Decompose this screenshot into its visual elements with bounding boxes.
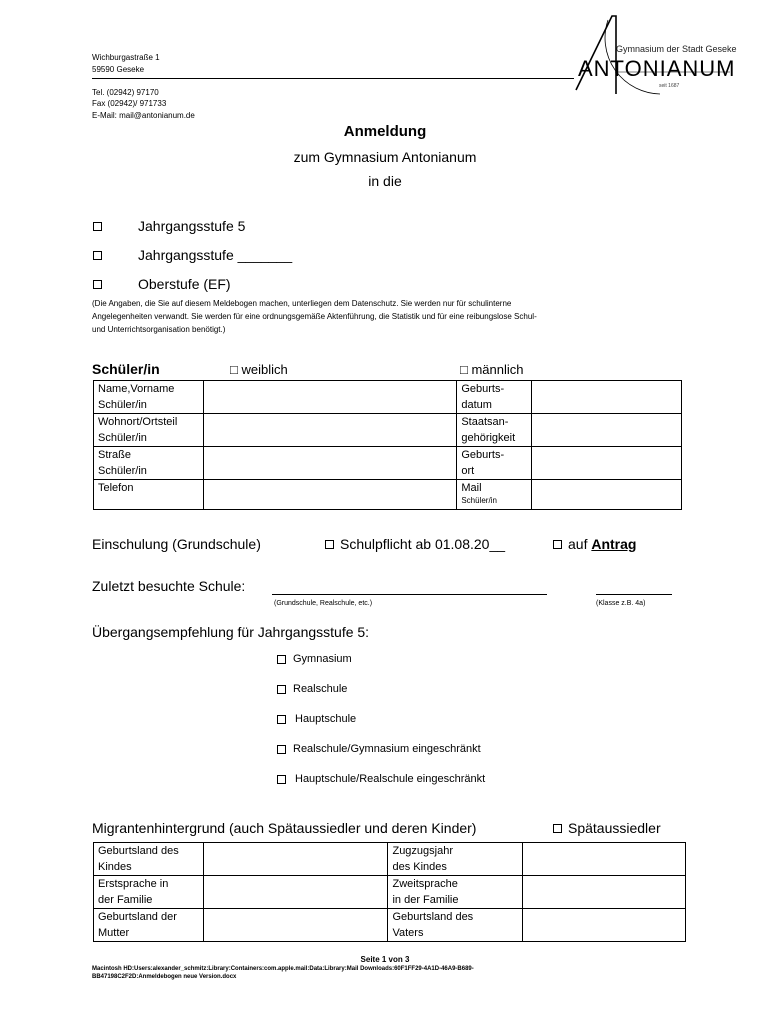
label-cell: Zugzugsjahr des Kindes <box>388 843 523 876</box>
grade-other-checkbox[interactable] <box>93 251 102 260</box>
migration-table <box>93 842 686 942</box>
table-row <box>94 909 686 942</box>
sender-city: 59590 Geseke <box>92 65 145 74</box>
birthdate-input-cell[interactable] <box>532 381 682 414</box>
oberstufe-label: Oberstufe (EF) <box>138 276 231 292</box>
antrag-checkbox[interactable] <box>553 540 562 549</box>
haupt-real-label: Hauptschule/Realschule eingeschränkt <box>295 773 486 785</box>
birth-country-input-cell[interactable] <box>203 843 388 876</box>
sender-email: E-Mail: mail@antonianum.de <box>92 111 195 120</box>
label-cell: Name,Vorname Schüler/in <box>94 381 204 414</box>
table-row <box>94 480 682 510</box>
gymnasium-label: Gymnasium <box>293 653 352 665</box>
schulpflicht-label: Schulpflicht ab 01.08.20__ <box>340 536 506 552</box>
real-gym-checkbox[interactable] <box>277 745 286 754</box>
label-cell: Geburtsland des Kindes <box>94 843 204 876</box>
label-cell: Geburts- datum <box>457 381 532 414</box>
label-cell: Wohnort/Ortsteil Schüler/in <box>94 414 204 447</box>
label-cell: Erstsprache in der Familie <box>94 876 204 909</box>
move-year-input-cell[interactable] <box>523 843 686 876</box>
label-cell: Straße Schüler/in <box>94 447 204 480</box>
form-title: Anmeldung <box>343 123 427 140</box>
realschule-label: Realschule <box>293 683 348 695</box>
female-option[interactable]: □ weiblich <box>230 362 288 377</box>
recommendation-heading: Übergangsempfehlung für Jahrgangsstufe 5: <box>92 624 370 640</box>
table-row <box>94 381 682 414</box>
label-cell: Mail Schüler/in <box>457 480 532 510</box>
label-cell: Geburtsland der Mutter <box>94 909 204 942</box>
privacy-note <box>92 297 537 336</box>
residence-input-cell[interactable] <box>203 414 456 447</box>
enrollment-label: Einschulung (Grundschule) <box>92 536 261 552</box>
hauptschule-label: Hauptschule <box>295 713 357 725</box>
sender-street: Wichburgastraße 1 <box>92 53 160 62</box>
mail-input-cell[interactable] <box>532 480 682 510</box>
header-rule <box>92 78 574 79</box>
antrag-label: auf Antrag <box>568 536 637 552</box>
grade-other-label: Jahrgangsstufe _______ <box>138 247 293 263</box>
second-language-input-cell[interactable] <box>523 876 686 909</box>
class-input[interactable] <box>596 594 672 595</box>
schulpflicht-checkbox[interactable] <box>325 540 334 549</box>
nationality-input-cell[interactable] <box>532 414 682 447</box>
oberstufe-checkbox[interactable] <box>93 280 102 289</box>
mother-country-input-cell[interactable] <box>203 909 388 942</box>
label-cell: Zweitsprache in der Familie <box>388 876 523 909</box>
birthplace-input-cell[interactable] <box>532 447 682 480</box>
table-row <box>94 447 682 480</box>
male-option[interactable]: □ männlich <box>460 362 524 377</box>
student-heading: Schüler/in <box>92 361 160 377</box>
gymnasium-checkbox[interactable] <box>277 655 286 664</box>
first-language-input-cell[interactable] <box>203 876 388 909</box>
privacy-line: (Die Angaben, die Sie auf diesem Meldebogen machen, unterliegen dem Datenschutz. Sie werden nur für schulinterne <box>92 299 512 308</box>
name-input-cell[interactable] <box>203 381 456 414</box>
phone-input-cell[interactable] <box>203 480 456 510</box>
migration-heading: Migrantenhintergrund (auch Spätaussiedler und deren Kinder) <box>92 820 477 836</box>
spaetaussiedler-checkbox[interactable] <box>553 824 562 833</box>
table-row <box>94 414 682 447</box>
haupt-real-checkbox[interactable] <box>277 775 286 784</box>
label-cell: Telefon <box>94 480 204 510</box>
privacy-line: und Unterrichtsorganisation benötigt.) <box>92 325 226 334</box>
father-country-input-cell[interactable] <box>523 909 686 942</box>
logo-since: seit 1687 <box>659 83 680 89</box>
label-cell: Geburtsland des Vaters <box>388 909 523 942</box>
street-input-cell[interactable] <box>203 447 456 480</box>
real-gym-label: Realschule/Gymnasium eingeschränkt <box>293 743 481 755</box>
logo-subtitle: Gymnasium der Stadt Geseke <box>616 44 737 54</box>
privacy-line: Angelegenheiten verwandt. Sie werden für eine ordnungsgemäße Aktenführung, die Statistik und für eine reibungslose Schul- <box>92 312 537 321</box>
last-school-label: Zuletzt besuchte Schule: <box>92 578 246 594</box>
file-path: Macintosh HD:Users:alexander_schmitz:Library:Containers:com.apple.mail:Data:Library:Mail Downloads:60F1FF29-4A1D-46A9-B689- BB47198C2F2D:Anmeldebogen neue Version.docx <box>92 966 474 980</box>
table-row <box>94 876 686 909</box>
sender-tel: Tel. (02942) 97170 <box>92 88 159 97</box>
table-row <box>94 843 686 876</box>
logo-name: ANTONIANUM <box>578 56 736 81</box>
label-cell: Geburts- ort <box>457 447 532 480</box>
label-cell: Staatsan- gehörigkeit <box>457 414 532 447</box>
student-table <box>93 380 682 510</box>
hauptschule-checkbox[interactable] <box>277 715 286 724</box>
grade5-checkbox[interactable] <box>93 222 102 231</box>
sender-fax: Fax (02942)/ 971733 <box>92 99 167 108</box>
form-subtitle: zum Gymnasium Antonianum <box>293 149 477 165</box>
grade5-label: Jahrgangsstufe 5 <box>138 218 246 234</box>
class-hint: (Klasse z.B. 4a) <box>596 600 646 607</box>
last-school-input[interactable] <box>272 594 547 595</box>
page-number: Seite 1 von 3 <box>360 955 410 964</box>
realschule-checkbox[interactable] <box>277 685 286 694</box>
spaetaussiedler-label: Spätaussiedler <box>568 820 661 836</box>
last-school-hint: (Grundschule, Realschule, etc.) <box>274 600 373 607</box>
form-subtitle-2: in die <box>368 173 402 189</box>
